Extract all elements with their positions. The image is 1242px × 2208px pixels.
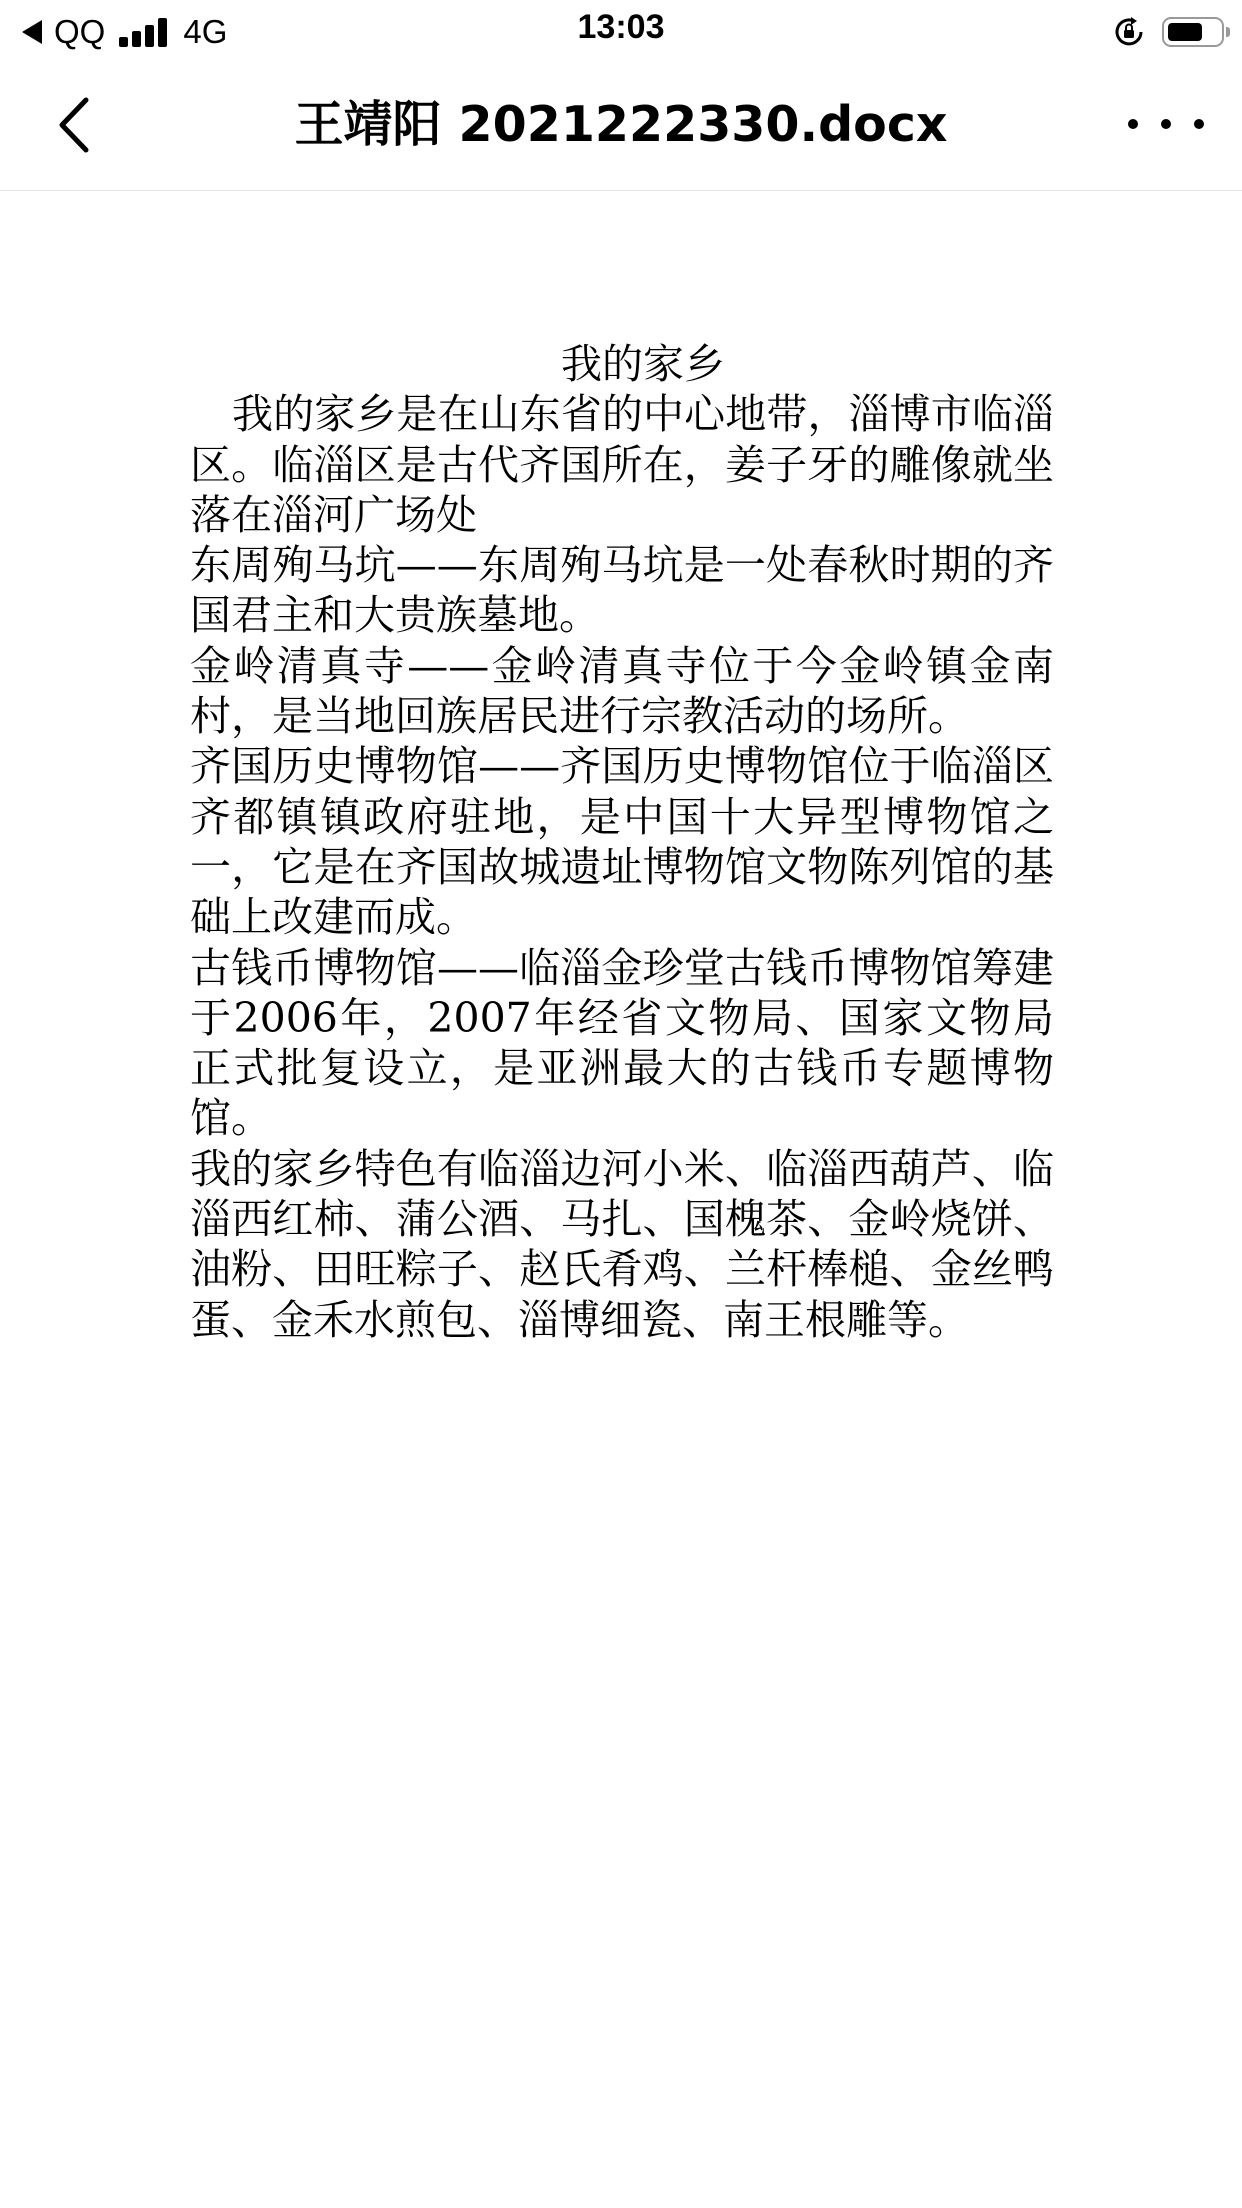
document-file-title: 王靖阳 2021222330.docx [294,96,948,153]
network-label: 4G [183,13,228,50]
document-paragraph: 齐国历史博物馆——齐国历史博物馆位于临淄区齐都镇镇政府驻地，是中国十大异型博物馆之一，它是在齐国故城遗址博物馆文物陈列馆的基础上改建而成。 [190,742,1054,942]
more-options-icon[interactable] [1128,104,1204,144]
document-body [190,339,1054,1345]
document-paragraph: 我的家乡特色有临淄边河小米、临淄西葫芦、临淄西红柿、蒲公酒、马扎、国槐茶、金岭烧饼、油粉、田旺粽子、赵氏肴鸡、兰杆棒槌、金丝鸭蛋、金禾水煎包、淄博细瓷、南王根雕等。 [190,1144,1054,1344]
document-paragraph: 我的家乡是在山东省的中心地带，淄博市临淄区。临淄区是古代齐国所在，姜子牙的雕像就坐落在淄河广场处 [190,390,1054,539]
document-paragraph: 金岭清真寺——金岭清真寺位于今金岭镇金南村，是当地回族居民进行宗教活动的场所。 [190,641,1054,741]
document-paragraph: 古钱币博物馆——临淄金珍堂古钱币博物馆筹建于2006年，2007年经省文物局、国家文物局正式批复设立，是亚洲最大的古钱币专题博物馆。 [190,943,1054,1143]
rotation-lock-icon [1112,15,1146,49]
nav-bar [0,64,1242,191]
document-paragraph: 东周殉马坑——东周殉马坑是一处春秋时期的齐国君主和大贵族墓地。 [190,541,1054,640]
document-heading: 我的家乡 [561,340,725,388]
status-time: 13:03 [577,8,665,46]
battery-icon [1162,17,1224,47]
carrier-label[interactable]: QQ [54,13,106,50]
back-chevron-icon[interactable] [40,90,110,160]
status-right [1112,12,1224,52]
status-bar [0,0,1242,64]
